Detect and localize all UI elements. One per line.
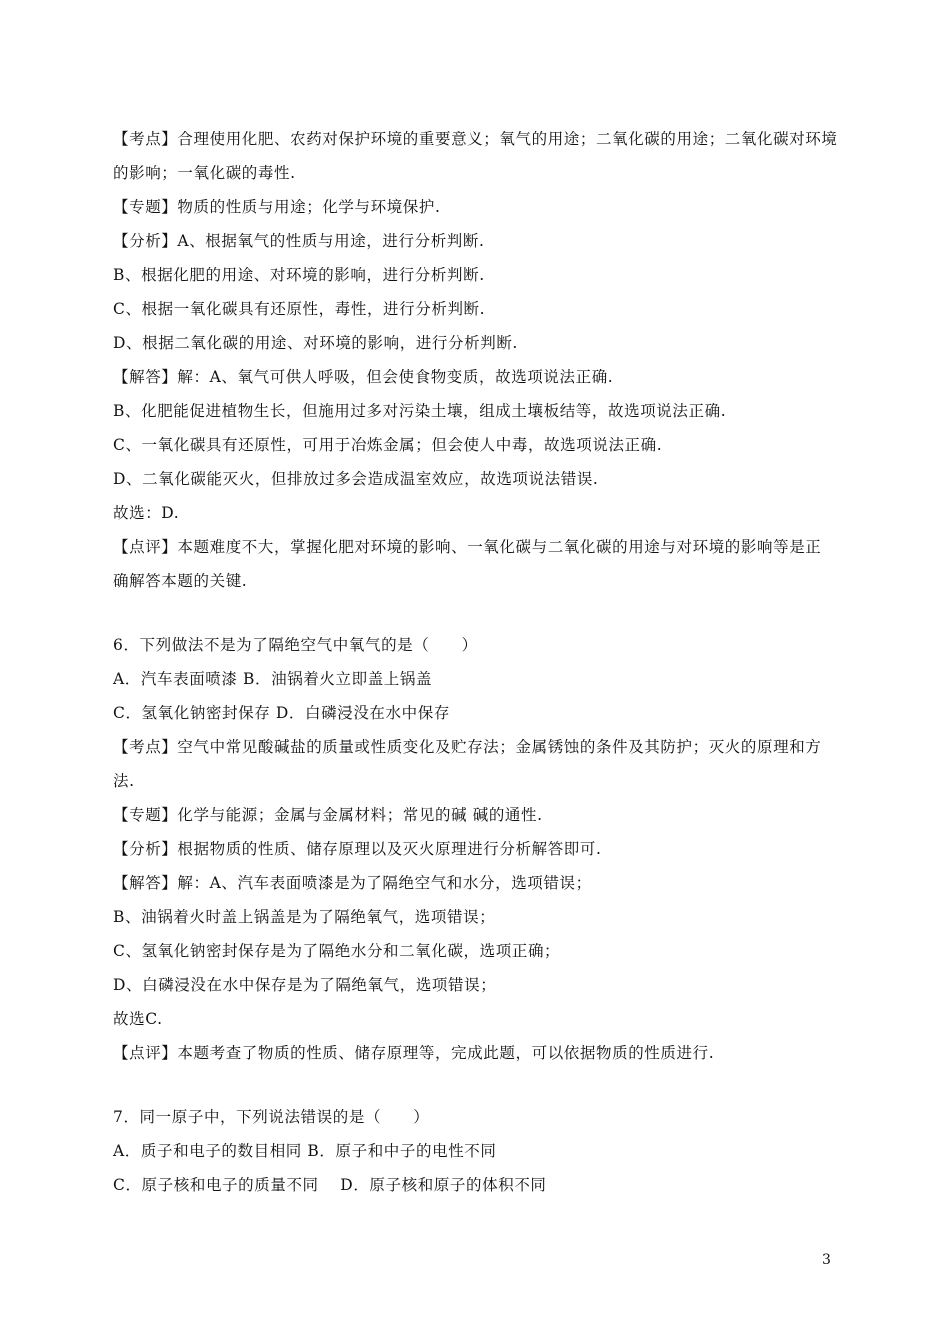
text-line: D、白磷浸没在水中保存是为了隔绝氧气，选项错误； [113,976,497,994]
question-7-options-cd: C．原子核和电子的质量不同 D．原子核和原子的体积不同 [113,1176,547,1194]
text-line: 【分析】根据物质的性质、储存原理以及灭火原理进行分析解答即可. [113,840,602,858]
text-line: 【考点】合理使用化肥、农药对保护环境的重要意义；氧气的用途；二氧化碳的用途；二氧化碳对环境 [113,130,838,148]
text-line: 【解答】解：A、汽车表面喷漆是为了隔绝空气和水分，选项错误； [113,874,592,892]
text-line: D、根据二氧化碳的用途、对环境的影响，进行分析判断. [113,334,518,352]
text-line: D、二氧化碳能灭火，但排放过多会造成温室效应，故选项说法错误. [113,470,599,488]
text-line: C、根据一氧化碳具有还原性，毒性，进行分析判断. [113,300,486,318]
text-line: 【解答】解：A、氧气可供人呼吸，但会使食物变质，故选项说法正确. [113,368,614,386]
text-line: B、化肥能促进植物生长，但施用过多对污染土壤，组成土壤板结等，故选项说法正确. [113,402,727,420]
text-line: 【点评】本题考查了物质的性质、储存原理等，完成此题，可以依据物质的性质进行. [113,1044,715,1062]
text-line: 【专题】物质的性质与用途；化学与环境保护. [113,198,441,216]
text-line: 【分析】A、根据氧气的性质与用途，进行分析判断. [113,232,485,250]
text-line: 的影响；一氧化碳的毒性. [113,164,296,182]
text-line: 法. [113,772,135,790]
page-number: 3 [822,1252,831,1268]
text-line: 确解答本题的关键. [113,572,248,590]
question-7-stem: 7．同一原子中，下列说法错误的是（ ） [113,1108,430,1126]
text-line: 【点评】本题难度不大，掌握化肥对环境的影响、一氧化碳与二氧化碳的用途与对环境的影响等是正 [113,538,822,556]
text-line: B、根据化肥的用途、对环境的影响，进行分析判断. [113,266,485,284]
question-7-options-ab: A．质子和电子的数目相同 B．原子和中子的电性不同 [113,1142,497,1160]
text-line: 故选C. [113,1010,163,1028]
text-line: C、氢氧化钠密封保存是为了隔绝水分和二氧化碳，选项正确； [113,942,561,960]
text-line: C、一氧化碳具有还原性，可用于冶炼金属；但会使人中毒，故选项说法正确. [113,436,663,454]
text-line: B、油锅着火时盖上锅盖是为了隔绝氧气，选项错误； [113,908,496,926]
text-line: 【考点】空气中常见酸碱盐的质量或性质变化及贮存法；金属锈蚀的条件及其防护；灭火的原理和方 [113,738,822,756]
question-6-options-ab: A．汽车表面喷漆 B．油锅着火立即盖上锅盖 [113,670,433,688]
text-line: 【专题】化学与能源；金属与金属材料；常见的碱 碱的通性. [113,806,543,824]
question-6-stem: 6．下列做法不是为了隔绝空气中氧气的是（ ） [113,636,478,654]
text-line: 故选：D. [113,504,180,522]
question-6-options-cd: C．氢氧化钠密封保存 D．白磷浸没在水中保存 [113,704,450,722]
